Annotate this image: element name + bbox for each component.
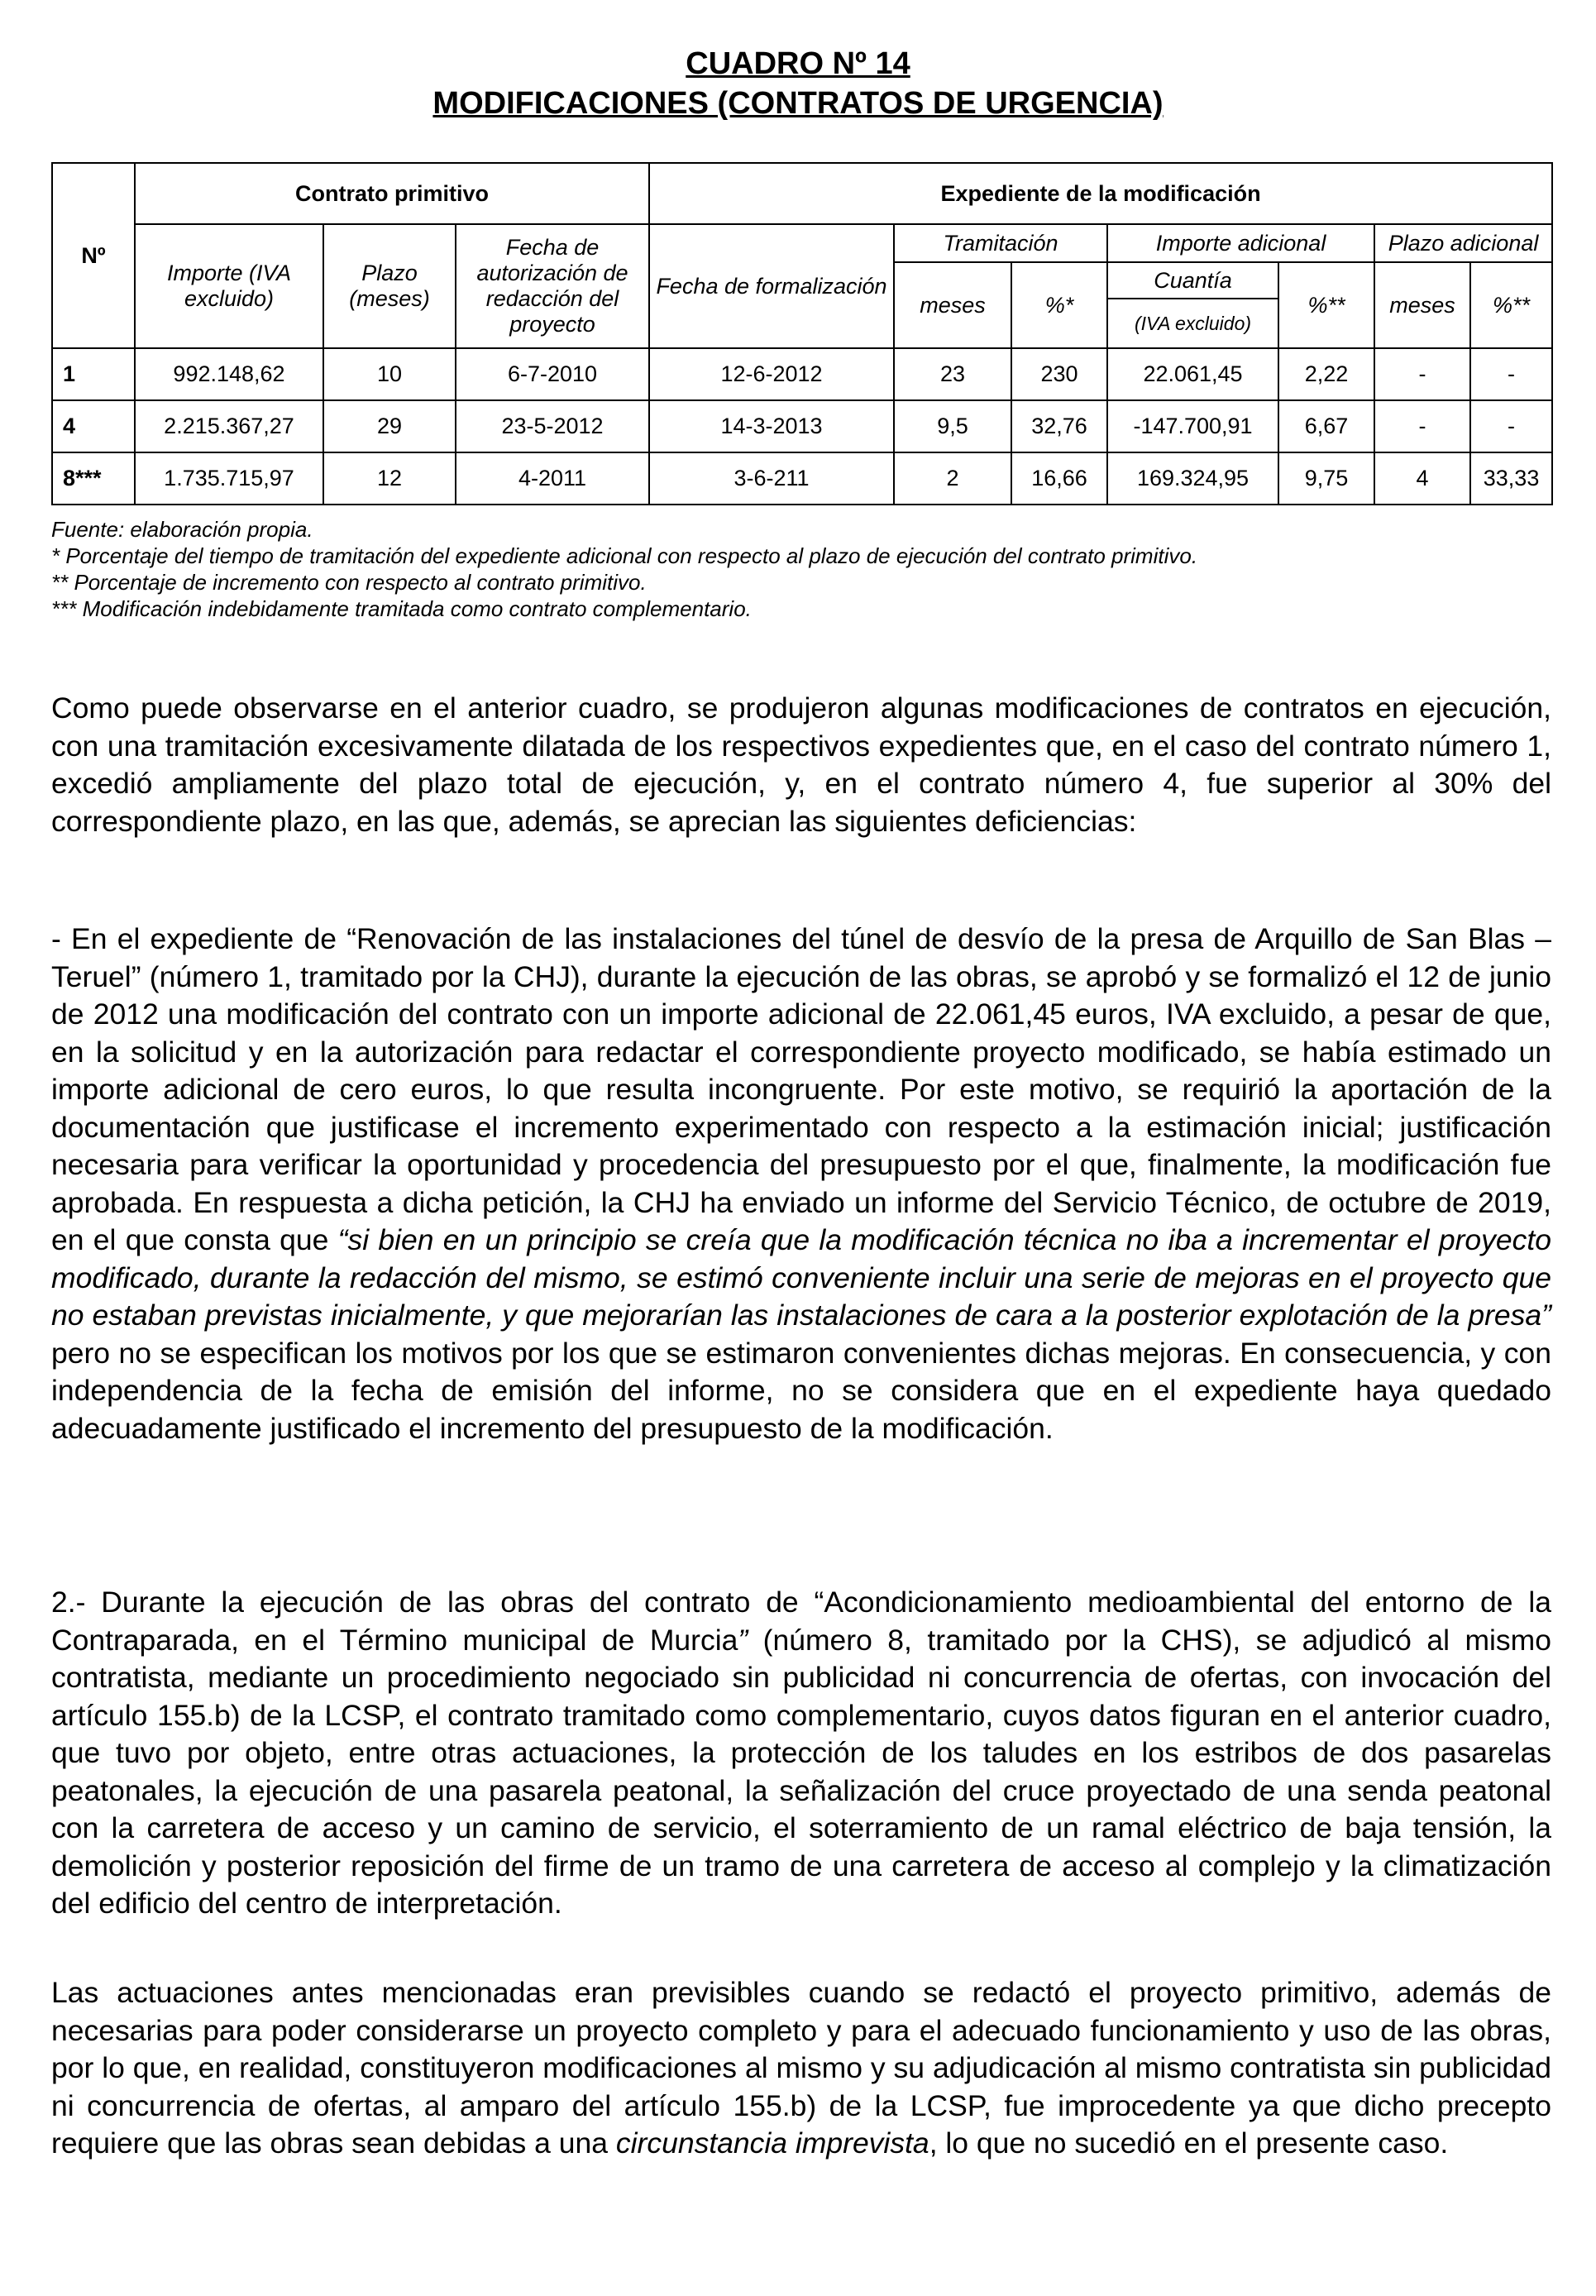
cell-importe: 1.735.715,97 — [135, 452, 323, 505]
cell-no: 1 — [52, 348, 135, 400]
cell-no: 8*** — [52, 452, 135, 505]
header-cuantia-sub: (IVA excluido) — [1107, 299, 1278, 348]
header-tram-pct: %* — [1011, 262, 1107, 348]
cell-plazo-pct: 33,33 — [1470, 452, 1552, 505]
cell-fecha-autorizacion: 4-2011 — [456, 452, 649, 505]
modificaciones-table — [51, 162, 1553, 505]
closing-quote: ” — [738, 1623, 748, 1657]
cell-cuantia-pct: 2,22 — [1278, 348, 1374, 400]
cell-plazo: 29 — [323, 400, 456, 452]
header-cuantia: Cuantía — [1107, 262, 1278, 299]
paragraph-expediente-8-detail: (número 8, tramitado por la CHS), se adjudicó al mismo contratista, mediante un procedimiento negociado sin publicidad ni concurrencia de ofertas, con invocación del artículo 155.b) de la LCSP, el contrato tramitado como complementario, cuyos datos figuran en el anterior cuadro, que tuvo por objeto, entre otras actuaciones, la protección de los taludes en los estribos de dos pasarelas peatonales, la ejecución de una pasarela peatonal, la señalización del cruce proyectado de una senda peatonal con la carretera de acceso y un camino de servicio, el soterramiento de un ramal eléctrico de baja tensión, la demolición y posterior reposición del firme de un tramo de una carretera de acceso al complejo y la climatización del edificio del centro de interpretación. — [51, 1623, 1551, 1920]
header-plazo-meses: meses — [1374, 262, 1470, 348]
table-subtitle: MODIFICACIONES (CONTRATOS DE URGENCIA) — [432, 86, 1164, 121]
header-fecha-autorizacion: Fecha de autorización de redacción del proyecto — [456, 224, 649, 348]
cell-tram-pct: 230 — [1011, 348, 1107, 400]
cell-plazo-meses: 4 — [1374, 452, 1470, 505]
header-no: Nº — [52, 163, 135, 348]
cell-no: 4 — [52, 400, 135, 452]
paragraph-conclusion — [51, 1974, 1551, 2163]
cell-tram-meses: 2 — [894, 452, 1011, 505]
header-tramitacion: Tramitación — [894, 224, 1107, 262]
cell-cuantia-pct: 9,75 — [1278, 452, 1374, 505]
cell-plazo-meses: - — [1374, 400, 1470, 452]
footnote-2: ** Porcentaje de incremento con respecto al contrato primitivo. — [51, 570, 647, 595]
cell-plazo-pct: - — [1470, 400, 1552, 452]
cell-tram-pct: 16,66 — [1011, 452, 1107, 505]
cell-plazo-meses: - — [1374, 348, 1470, 400]
cell-cuantia-pct: 6,67 — [1278, 400, 1374, 452]
cell-fecha-formalizacion: 3-6-211 — [649, 452, 894, 505]
header-expediente-modificacion: Expediente de la modificación — [649, 163, 1552, 224]
paragraph-intro: Como puede observarse en el anterior cuadro, se produjeron algunas modificaciones de contratos en ejecución, con una tramitación excesivamente dilatada de los respectivos expedientes que, en el caso del contrato número 1, excedió ampliamente del plazo total de ejecución, y, en el contrato número 4, fue superior al 30% del correspondiente plazo, en las que, además, se aprecian las siguientes deficiencias: — [51, 691, 1551, 838]
header-contrato-primitivo: Contrato primitivo — [135, 163, 649, 224]
paragraph-expediente-8-text: 2.- Durante la ejecución de las obras del contrato de “Acondicionamiento medioambiental del entorno de la Contraparada, en el Término municipal de Murcia — [51, 1586, 1551, 1657]
cell-fecha-formalizacion: 14-3-2013 — [649, 400, 894, 452]
header-plazo: Plazo (meses) — [323, 224, 456, 348]
cell-fecha-autorizacion: 23-5-2012 — [456, 400, 649, 452]
cell-plazo-pct: - — [1470, 348, 1552, 400]
table-notes — [51, 516, 1551, 622]
cell-cuantia: -147.700,91 — [1107, 400, 1278, 452]
table-row — [52, 348, 1552, 400]
cell-tram-meses: 23 — [894, 348, 1011, 400]
cell-tram-meses: 9,5 — [894, 400, 1011, 452]
cell-cuantia: 169.324,95 — [1107, 452, 1278, 505]
paragraph-expediente-1 — [51, 921, 1551, 1447]
cell-importe: 2.215.367,27 — [135, 400, 323, 452]
paragraph-expediente-8 — [51, 1584, 1551, 1923]
header-tram-meses: meses — [894, 262, 1011, 348]
header-cuantia-pct: %** — [1278, 262, 1374, 348]
header-importe-adicional: Importe adicional — [1107, 224, 1374, 262]
cell-fecha-formalizacion: 12-6-2012 — [649, 348, 894, 400]
table-row — [52, 452, 1552, 505]
cell-tram-pct: 32,76 — [1011, 400, 1107, 452]
table-title: CUADRO Nº 14 — [686, 46, 910, 81]
paragraph-conclusion-text: Las actuaciones antes mencionadas eran previsibles cuando se redactó el proyecto primitivo, además de necesarias para poder considerarse un proyecto completo y para el adecuado funcionamiento y uso de las obras, por lo que, en realidad, constituyeron modificaciones al mismo y su adjudicación al mismo contratista sin publicidad ni concurrencia de ofertas, al amparo del artículo 155.b) de la LCSP, fue improcedente ya que dicho precepto requiere que las obras sean debidas a una — [51, 1976, 1551, 2160]
cell-plazo: 12 — [323, 452, 456, 505]
cell-plazo: 10 — [323, 348, 456, 400]
paragraph-expediente-1-text: - En el expediente de “Renovación de las instalaciones del túnel de desvío de la presa de Arquillo de San Blas – Teruel” (número 1, tramitado por la CHJ), durante la ejecución de las obras, se aprobó y se formalizó el 12 de junio de 2012 una modificación del contrato con un importe adicional de 22.061,45 euros, IVA excluido, a pesar de que, en la solicitud y en la autorización para redactar el correspondiente proyecto modificado, se había estimado un importe adicional de cero euros, lo que resulta incongruente. Por este motivo, se requirió la aportación de la documentación que justificase el incremento experimentado con respecto a la estimación inicial; justificación necesaria para verificar la oportunidad y procedencia del presupuesto por el que, finalmente, la modificación fue aprobada. En respuesta a dicha petición, la CHJ ha enviado un informe del Servicio Técnico, de octubre de 2019, en el que consta que — [51, 922, 1551, 1256]
quoted-informe: “si bien en un principio se creía que la modificación técnica no iba a incrementar el proyecto modificado, durante la redacción del mismo, se estimó conveniente incluir una serie de mejoras en el proyecto que no estaban previstas inicialmente, y que mejorarían las instalaciones de cara a la posterior explotación de la presa” — [51, 1223, 1551, 1332]
cell-cuantia: 22.061,45 — [1107, 348, 1278, 400]
paragraph-expediente-1-conclusion: pero no se especifican los motivos por los que se estimaron convenientes dichas mejoras. En consecuencia, y con independencia de la fecha de emisión del informe, no se considera que en el expediente haya quedado adecuadamente justificado el incremento del presupuesto de la modificación. — [51, 1336, 1551, 1445]
source-note: Fuente: elaboración propia. — [51, 517, 313, 542]
footnote-1: * Porcentaje del tiempo de tramitación del expediente adicional con respecto al plazo de ejecución del contrato primitivo. — [51, 543, 1198, 568]
header-importe: Importe (IVA excluido) — [135, 224, 323, 348]
emphasis-circunstancia: circunstancia imprevista — [615, 2126, 929, 2160]
header-plazo-pct: %** — [1470, 262, 1552, 348]
table-row — [52, 400, 1552, 452]
cell-fecha-autorizacion: 6-7-2010 — [456, 348, 649, 400]
header-plazo-adicional: Plazo adicional — [1374, 224, 1552, 262]
cell-importe: 992.148,62 — [135, 348, 323, 400]
footnote-3: *** Modificación indebidamente tramitada como contrato complementario. — [51, 596, 752, 621]
header-fecha-formalizacion: Fecha de formalización — [649, 224, 894, 348]
paragraph-conclusion-end: , lo que no sucedió en el presente caso. — [929, 2126, 1449, 2160]
